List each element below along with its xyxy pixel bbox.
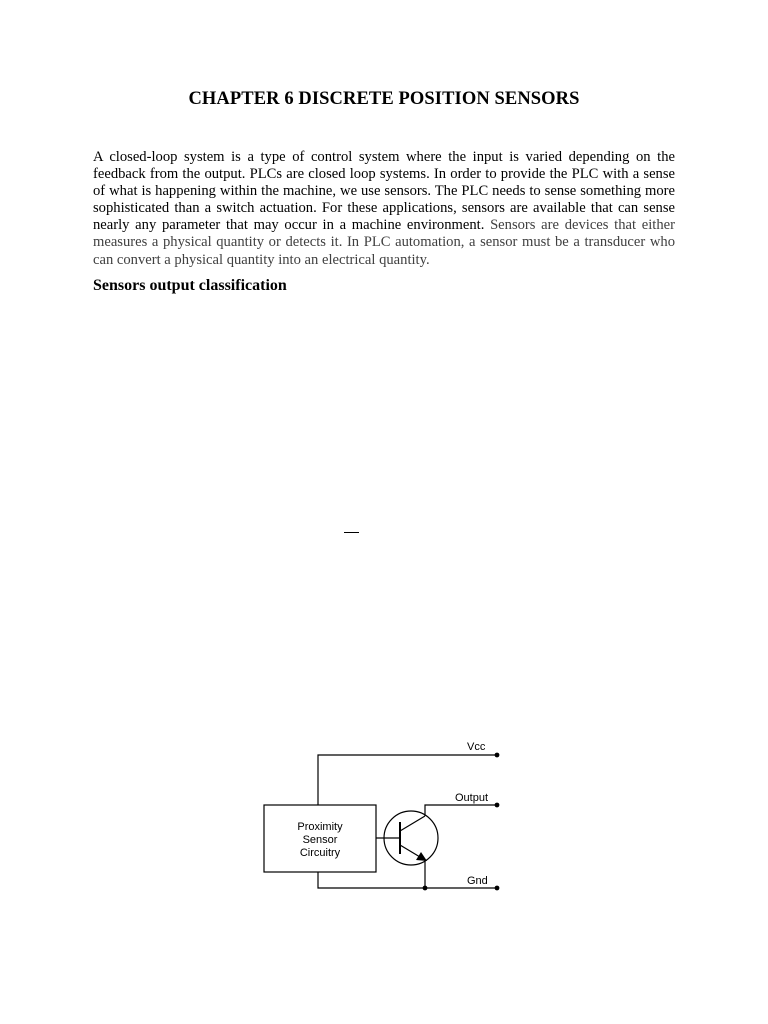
- vcc-label: Vcc: [467, 741, 486, 753]
- box-label-line-1: Proximity: [297, 821, 343, 833]
- ground-junction-dot: [423, 886, 428, 891]
- intro-paragraph: [93, 149, 675, 269]
- paragraph-sensor-definition: Sensors are devices that either measures a physical quantity or detects it. In PLC automation, a sensor must be a transducer who can convert a physical quantity into an electrical quantity.: [93, 217, 675, 268]
- gnd-terminal-dot: [495, 886, 500, 891]
- gnd-label: Gnd: [467, 875, 488, 887]
- emitter-arrow: [416, 852, 427, 861]
- box-label-line-2: Sensor: [302, 834, 338, 846]
- output-terminal-dot: [495, 803, 500, 808]
- proximity-sensor-circuit-diagram: [255, 735, 515, 905]
- stray-dash-mark: [344, 532, 359, 533]
- paragraph-closed-loop: A closed-loop system is a type of control system where the input is varied depending on the feedback from the output. PLCs are closed loop systems. In order to provide the PLC with a sense of what is happening within the machine, we use sensors. The PLC needs to sense something more sophisticated than a switch actuation. For these applications, sensors are available that can sense nearly any parameter that may occur in a machine environment.: [93, 149, 675, 234]
- output-label: Output: [455, 792, 489, 804]
- chapter-title: CHAPTER 6 DISCRETE POSITION SENSORS: [188, 89, 580, 109]
- box-label-line-3: Circuitry: [299, 847, 341, 859]
- section-heading: Sensors output classification: [93, 277, 287, 294]
- vcc-terminal-dot: [495, 753, 500, 758]
- transistor-collector-leg: [400, 816, 425, 831]
- output-wire: [425, 805, 497, 816]
